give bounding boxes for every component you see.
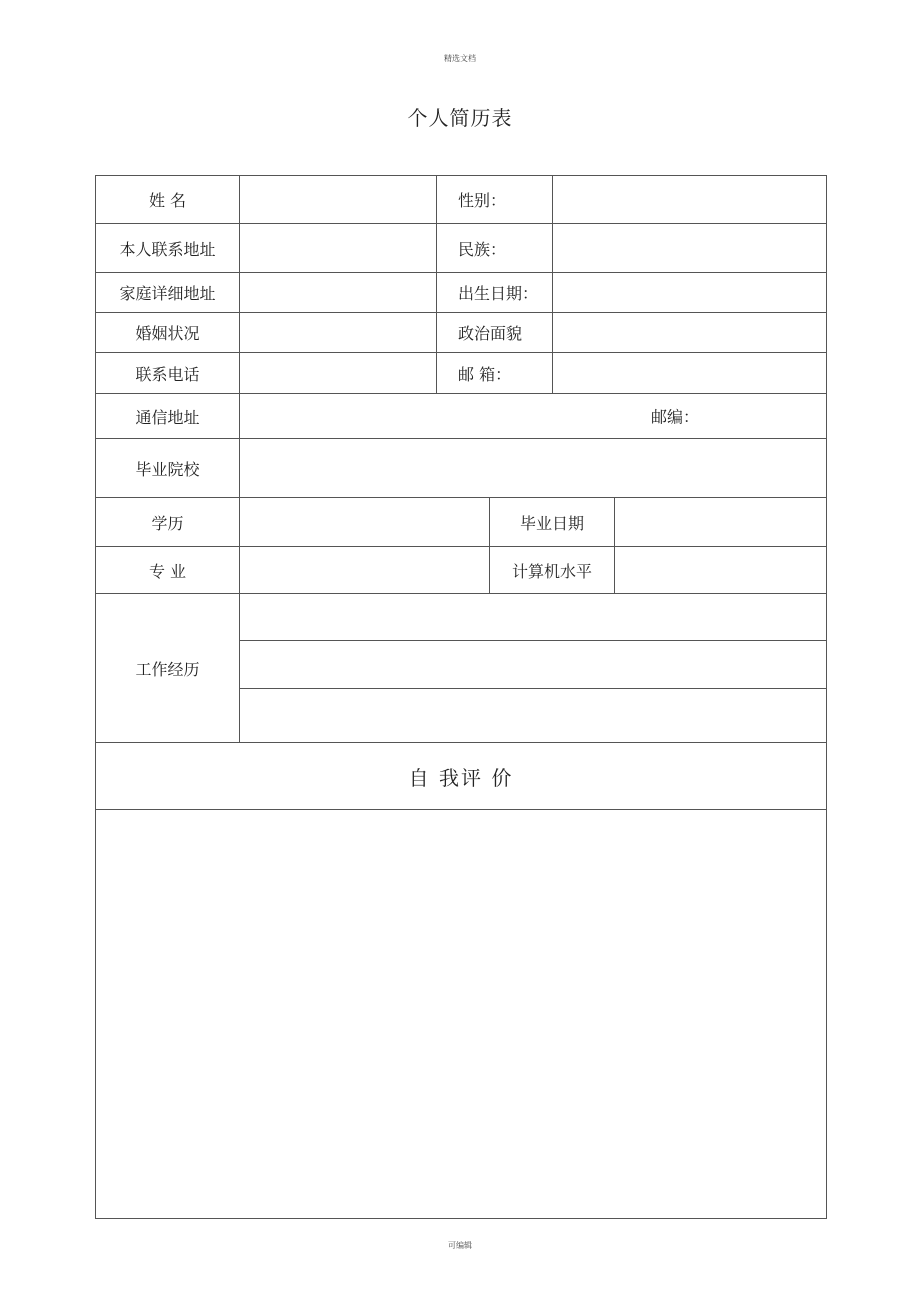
school-label: 毕业院校 — [96, 439, 240, 498]
name-label: 姓 名 — [96, 176, 240, 224]
political-status-field[interactable] — [553, 313, 827, 353]
zip-code-label: 邮编： — [651, 407, 700, 427]
row-home-address — [96, 273, 827, 313]
row-self-evaluation-body — [96, 810, 827, 1219]
row-marital-status — [96, 313, 827, 353]
row-phone — [96, 353, 827, 394]
self-evaluation-heading: 自 我评 价 — [96, 743, 827, 810]
education-field[interactable] — [240, 498, 490, 547]
computer-level-field[interactable] — [615, 547, 827, 594]
row-mailing-address — [96, 394, 827, 439]
row-name — [96, 176, 827, 224]
home-address-label: 家庭详细地址 — [96, 273, 240, 313]
political-status-label: 政治面貌 — [437, 313, 553, 353]
header-note: 精选文档 — [444, 54, 476, 63]
name-field[interactable] — [240, 176, 437, 224]
row-education — [96, 498, 827, 547]
self-evaluation-field[interactable] — [96, 810, 827, 1219]
row-school — [96, 439, 827, 498]
gender-label: 性别： — [437, 176, 553, 224]
contact-address-field[interactable] — [240, 224, 437, 273]
graduation-date-label: 毕业日期 — [490, 498, 615, 547]
page-title: 个人简历表 — [407, 106, 513, 130]
row-major — [96, 547, 827, 594]
phone-label: 联系电话 — [96, 353, 240, 394]
birth-date-field[interactable] — [553, 273, 827, 313]
email-field[interactable] — [553, 353, 827, 394]
gender-field[interactable] — [553, 176, 827, 224]
ethnicity-field[interactable] — [553, 224, 827, 273]
marital-status-label: 婚姻状况 — [96, 313, 240, 353]
graduation-date-field[interactable] — [615, 498, 827, 547]
row-contact-address — [96, 224, 827, 273]
ethnicity-label: 民族： — [437, 224, 553, 273]
birth-date-label: 出生日期： — [437, 273, 553, 313]
marital-status-field[interactable] — [240, 313, 437, 353]
email-label: 邮 箱： — [437, 353, 553, 394]
home-address-field[interactable] — [240, 273, 437, 313]
computer-level-label: 计算机水平 — [490, 547, 615, 594]
row-work-1 — [96, 594, 827, 641]
phone-field[interactable] — [240, 353, 437, 394]
major-field[interactable] — [240, 547, 490, 594]
contact-address-label: 本人联系地址 — [96, 224, 240, 273]
education-label: 学历 — [96, 498, 240, 547]
school-field[interactable] — [240, 439, 827, 498]
major-label: 专 业 — [96, 547, 240, 594]
work-experience-line[interactable] — [240, 641, 827, 689]
work-experience-line[interactable] — [240, 594, 827, 641]
work-experience-line[interactable] — [240, 689, 827, 743]
resume-form-table — [95, 175, 827, 1219]
work-experience-label: 工作经历 — [96, 594, 240, 743]
footer-note: 可编辑 — [448, 1241, 472, 1250]
mailing-address-field[interactable] — [240, 394, 827, 439]
mailing-address-label: 通信地址 — [96, 394, 240, 439]
row-self-evaluation-heading — [96, 743, 827, 810]
